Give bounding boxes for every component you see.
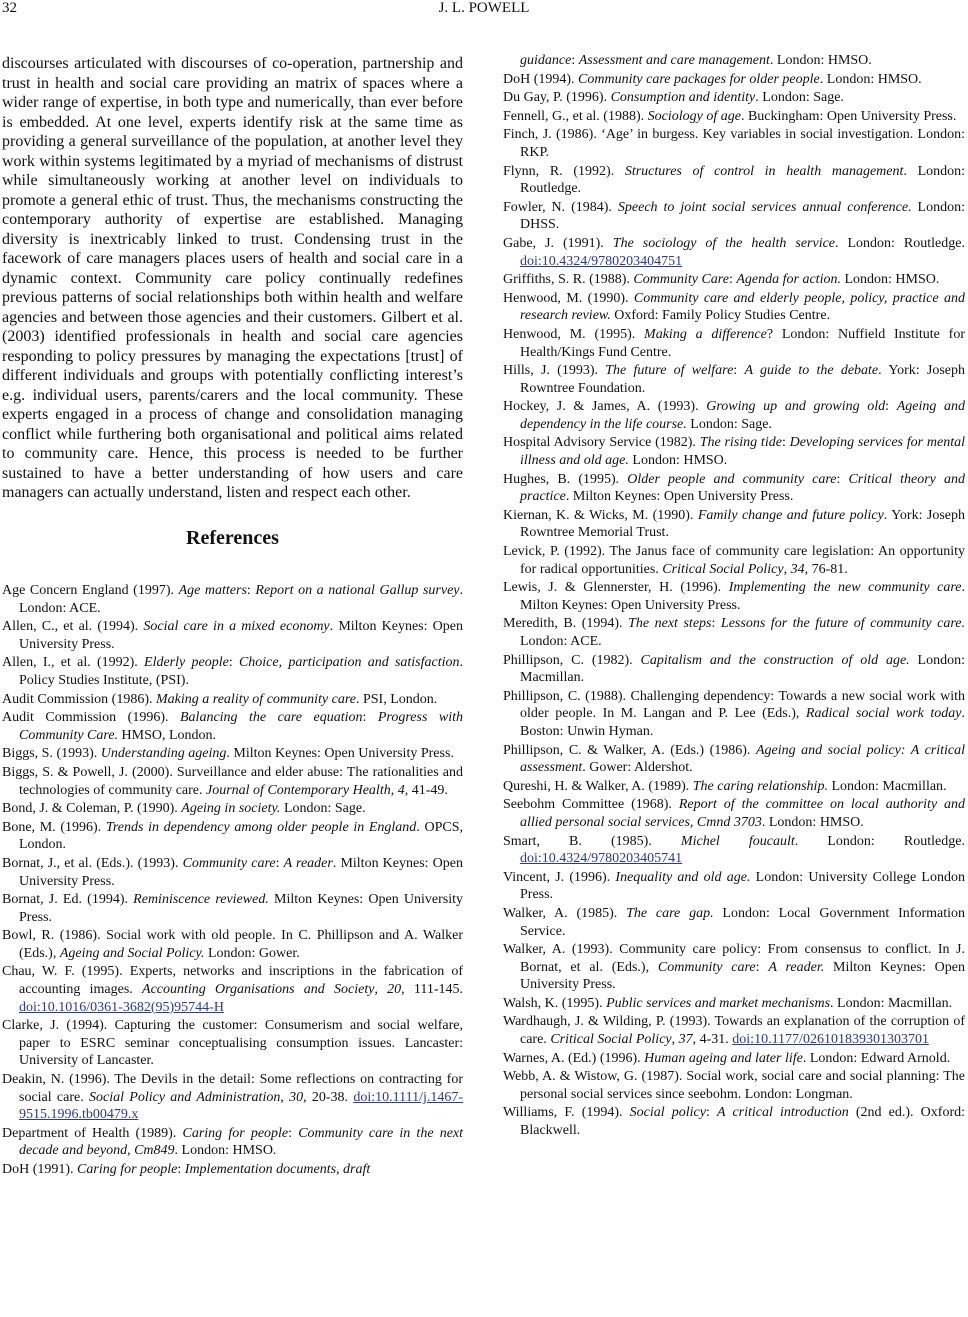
reference-text: . York: Joseph Rowntree Foundation. (520, 363, 966, 396)
reference-text: , 111-145. (401, 982, 464, 998)
reference-entry (503, 742, 965, 777)
reference-entry (503, 778, 965, 796)
reference-entry (503, 1104, 965, 1139)
reference-entry (503, 543, 965, 578)
reference-text: Finch, J. (1986). ‘Age’ in burgess. Key variables in social investigation. London: RKP. (503, 127, 965, 160)
reference-text: Smart, B. (1985). (503, 833, 681, 849)
doi-link[interactable]: doi:10.1016/0361-3682(95)95744-H (19, 999, 224, 1015)
reference-entry (503, 507, 965, 542)
reference-text: . Gower: Aldershot. (582, 760, 693, 776)
reference-text: : (246, 583, 256, 598)
reference-text: , 4-31. (692, 1032, 733, 1048)
reference-text: Bornat, J., et al. (Eds.). (1993). (2, 855, 183, 871)
reference-entry (503, 362, 965, 397)
reference-text: . PSI, London. (355, 691, 438, 707)
reference-text: : (706, 1105, 718, 1121)
reference-text: Gabe, J. (1991). (503, 235, 613, 251)
reference-entry (2, 891, 463, 926)
reference-title: Implementing the new community care (728, 580, 962, 596)
reference-text: . Milton Keynes: Open University Press. (19, 855, 463, 889)
reference-text: Flynn, R. (1992). (503, 163, 625, 179)
reference-title: Sociology of age (647, 108, 741, 124)
reference-title: Social policy (629, 1105, 706, 1121)
reference-text: . Policy Studies Institute, (PSI). (19, 655, 464, 688)
reference-text: Milton Keynes: Open University Press. (19, 892, 463, 925)
reference-title: guidance (520, 53, 572, 68)
reference-title: 30 (289, 1089, 304, 1105)
reference-text: London: Sage. (686, 416, 772, 432)
reference-title: Understanding ageing (100, 746, 227, 762)
reference-entry (2, 855, 463, 890)
reference-text: . London: Routledge. (520, 163, 966, 197)
reference-text: Walker, A. (1985). (503, 905, 627, 921)
reference-text: Age Concern England (1997). (2, 583, 179, 598)
reference-text: Chau, W. F. (1995). Experts, networks and inscriptions in the fabrication of accounting images. (2, 964, 463, 998)
reference-text: London: DHSS. (520, 199, 965, 233)
reference-title: Choice, participation and satisfaction (238, 655, 460, 671)
reference-title: Making a difference (644, 326, 767, 342)
reference-entry (2, 963, 463, 1016)
reference-text: Bond, J. & Coleman, P. (1990). (2, 801, 182, 817)
reference-text: DoH (1994). (503, 71, 579, 87)
reference-entry (2, 927, 463, 962)
reference-text: , (390, 782, 398, 798)
reference-entry (503, 652, 965, 687)
reference-title: Community care (657, 959, 756, 975)
reference-text: : (755, 959, 769, 975)
reference-title: Ageing in society. (181, 801, 281, 817)
reference-title: Ageing and dependency in the life course. (520, 399, 966, 432)
reference-title: Community care packages for older people (578, 71, 820, 87)
reference-title: Caring for people (182, 1125, 289, 1141)
page-number: 32 (2, 0, 17, 16)
running-head: J. L. POWELL (438, 0, 530, 16)
reference-title: Accounting Organisations and Society (142, 982, 375, 998)
reference-text: London: HMSO. (628, 453, 728, 469)
reference-entry (503, 163, 965, 198)
reference-text: London: Macmillan. (520, 652, 965, 686)
reference-text: London: ACE. (520, 634, 602, 649)
reference-title: Cm849 (134, 1143, 175, 1159)
reference-title: Elderly people (144, 655, 229, 671)
reference-entry (503, 398, 965, 433)
doi-link[interactable]: doi:10.1177/026101839301303701 (732, 1032, 929, 1048)
reference-entry (503, 126, 965, 161)
reference-title: Lessons for the future of community care. (720, 616, 966, 632)
reference-text: Clarke, J. (1994). Capturing the customer: Consumerism and social welfare, paper to ESRC seminar conceptualising consumption issues. Lancaster: University of Lancaster. (2, 1018, 463, 1069)
reference-text: : (836, 471, 849, 487)
reference-text: . London: Sage. (755, 90, 844, 106)
reference-entry (2, 618, 463, 653)
reference-text: , (671, 1032, 679, 1048)
reference-title: Making a reality of community care (156, 691, 356, 707)
reference-entry (503, 796, 965, 831)
reference-text: . London: HMSO. (769, 53, 872, 68)
reference-text: . York: Joseph Rowntree Memorial Trust. (520, 507, 965, 541)
reference-text: . London: Routledge. (794, 833, 965, 849)
reference-entry (503, 108, 965, 126)
reference-entry (503, 615, 965, 650)
reference-entry (2, 1161, 463, 1179)
reference-title: Report on a national Gallup survey (255, 583, 460, 598)
reference-text: Henwood, M. (1995). (503, 326, 645, 342)
reference-entry (2, 654, 463, 689)
reference-title: Assessment and care management (578, 53, 770, 68)
reference-text: Levick, P. (1992). The Janus face of community care legislation: An opportunity for radical opportunities. (503, 544, 965, 577)
reference-text: . London: ACE. (19, 583, 464, 616)
reference-entry (503, 579, 965, 614)
reference-text: . London: Edward Arnold. (802, 1050, 951, 1066)
reference-text: London: Local Government Information Service. (520, 905, 965, 939)
reference-title: Community Care (633, 272, 729, 288)
reference-text: Milton Keynes: Open University Press. (520, 959, 965, 993)
reference-continuation (503, 52, 965, 70)
reference-text: , (280, 1089, 290, 1105)
reference-text: . Boston: Unwin Hyman. (520, 706, 965, 739)
reference-text: DoH (1991). (2, 1162, 78, 1177)
reference-text: Bone, M. (1996). (2, 819, 106, 835)
reference-text: : (275, 855, 284, 871)
reference-title: Growing up and growing old (706, 399, 886, 415)
reference-title: The care gap. (626, 905, 714, 921)
reference-text: Allen, C., et al. (1994). (2, 619, 144, 635)
reference-title: The next steps (628, 616, 712, 632)
reference-title: Community care (182, 855, 276, 871)
reference-text: Deakin, N. (1996). The Devils in the detail: Some reflections on contracting for social care. (2, 1072, 463, 1105)
reference-text: Warnes, A. (Ed.) (1996). (503, 1050, 645, 1066)
reference-entry (503, 833, 965, 868)
reference-entry (503, 688, 965, 741)
reference-text: . London: HMSO. (819, 71, 922, 87)
reference-title: Consumption and identity (610, 90, 756, 106)
reference-entry (503, 905, 965, 940)
reference-entry (2, 691, 463, 709)
reference-text: London: HMSO. (840, 272, 940, 288)
reference-title: Ageing and Social Policy. (59, 945, 205, 961)
reference-text: London: University College London Press. (520, 869, 965, 903)
reference-text: Walker, A. (1993). Community care policy: From consensus to conflict. In J. Bornat, et al. (Eds.), (503, 942, 965, 975)
reference-entry (503, 271, 965, 289)
reference-text: Kiernan, K. & Wicks, M. (1990). (503, 507, 698, 523)
reference-text: Bornat, J. Ed. (1994). (2, 892, 134, 908)
reference-title: Trends in dependency among older people in England (105, 819, 417, 835)
left-column (2, 54, 463, 1180)
body-paragraph: discourses articulated with discourses of co-operation, partnership and trust in health and social care providing an matrix of spaces where a wider range of expertise, in both type and numerically, than ever before is embedded. At one level, experts identify risk at the same time as providing a general surveillance of the population, at another level they work within systems legitimated by a myriad of mechanisms of distrust while simultaneously working at another level on individuals to promote a general ethic of trust. Thus, the mechanisms constructing the contemporary authority of expertise are established. Managing diversity is inextricably linked to trust. Condensing trust in the facework of care managers places users of health and social care in a dynamic context. Community care policy continually redefines previous patterns of social relationships both within health and welfare agencies and between those agencies and their customers. Gilbert et al. (2003) identified professionals in health and social care agencies responding to policy pressures by managing the expectations [trust] of different individuals and groups with potentially conflicting interest’s e.g. individual users, parents/carers and the local community. These experts engaged in a process of change and consolidation managing conflict while furthering both organisational and political aims related to community care. Hence, this process is needed to be further sustained to have a better understanding of how users and care managers can actually understand, listen and respect each other. (2, 55, 463, 501)
reference-title: Older people and community care (627, 471, 837, 487)
reference-title: Community care and elderly people, policy, practice and research review. (520, 290, 965, 324)
reference-text: Fennell, G., et al. (1988). (503, 108, 648, 124)
reference-text: Hills, J. (1993). (503, 363, 606, 379)
reference-text: . Milton Keynes: Open University Press. (565, 489, 794, 505)
reference-title: Implementation documents, draft (184, 1162, 371, 1177)
reference-title: Inequality and old age. (615, 869, 751, 885)
reference-entry (2, 745, 463, 763)
reference-entry (503, 1068, 965, 1103)
reference-text: London: Sage. (280, 801, 366, 817)
reference-entry (503, 471, 965, 506)
reference-title: Human ageing and later life (644, 1050, 803, 1066)
reference-text: Audit Commission (1986). (2, 691, 157, 707)
reference-title: Caring for people (77, 1162, 178, 1177)
reference-text: Phillipson, C. (1982). (503, 652, 641, 668)
reference-text: (2nd ed.). Oxford: Blackwell. (520, 1105, 965, 1139)
reference-text: Vincent, J. (1996). (503, 869, 616, 885)
reference-text: Hospital Advisory Service (1982). (503, 435, 700, 451)
reference-entry (2, 819, 463, 854)
reference-title: A reader (283, 855, 333, 871)
reference-title: 20 (387, 982, 402, 998)
reference-text: Biggs, S. (1993). (2, 746, 101, 762)
reference-title: Critical Social Policy (550, 1032, 672, 1048)
reference-text: . London: HMSO. (174, 1143, 277, 1159)
reference-entry (503, 1013, 965, 1048)
reference-text: Henwood, M. (1990). (503, 290, 634, 306)
reference-text: Williams, F. (1994). (503, 1105, 630, 1121)
reference-entry (503, 434, 965, 469)
reference-text: Seebohm Committee (1968). (503, 797, 679, 813)
reference-list-right (503, 52, 965, 1140)
reference-entry (503, 89, 965, 107)
reference-text: Biggs, S. & Powell, J. (2000). Surveillance and elder abuse: The rationalities and technologies of community care. (2, 764, 463, 798)
reference-entry (503, 199, 965, 234)
reference-text: Phillipson, C. (1988). Challenging dependency: Towards a new social work with older people. In M. Langan and P. Lee (Eds.), (503, 688, 965, 722)
reference-title: Public services and market mechanisms (606, 995, 831, 1011)
doi-link[interactable]: doi:10.4324/9780203404751 (520, 253, 683, 269)
reference-text: Hughes, B. (1995). (503, 471, 628, 487)
reference-text: HMSO, London. (118, 727, 217, 743)
reference-text: : (288, 1125, 299, 1141)
reference-text: , 76-81. (804, 561, 848, 577)
reference-entry (503, 1050, 965, 1068)
reference-title: The rising tide (699, 435, 782, 451)
reference-title: 37 (678, 1032, 693, 1048)
reference-text: , (127, 1143, 135, 1159)
reference-text: : (885, 399, 897, 415)
reference-title: Community care in the next decade and beyond (19, 1125, 464, 1159)
right-column (503, 52, 965, 1141)
doi-link[interactable]: doi:10.1111/j.1467-9515.1996.tb00479.x (19, 1089, 464, 1123)
reference-text: : (728, 272, 737, 288)
reference-title: Age matters (178, 583, 247, 598)
reference-text: : (177, 1162, 185, 1177)
reference-entry (2, 709, 463, 744)
reference-text: Audit Commission (1996). (2, 710, 180, 726)
reference-title: 34 (790, 561, 805, 577)
reference-text: Griffiths, S. R. (1988). (503, 272, 634, 288)
reference-title: Structures of control in health management (624, 163, 904, 179)
reference-title: Social care in a mixed economy (143, 619, 330, 635)
reference-text: . London: HMSO. (761, 814, 864, 830)
reference-list-left (2, 582, 463, 1179)
reference-text: Fowler, N. (1984). (503, 199, 618, 215)
reference-text: London: Macmillan. (827, 778, 947, 794)
reference-text: Qureshi, H. & Walker, A. (1989). (503, 778, 693, 794)
reference-title: 4 (397, 782, 405, 798)
reference-title: Progress with Community Care. (19, 710, 464, 743)
reference-title: Ageing and social policy: A critical assessment (520, 742, 966, 776)
reference-entry (2, 1071, 463, 1124)
reference-entry (2, 582, 463, 617)
doi-link[interactable]: doi:10.4324/9780203405741 (520, 851, 683, 867)
reference-text: , (783, 561, 791, 577)
reference-title: Radical social work today (805, 706, 962, 722)
reference-entry (503, 869, 965, 904)
reference-text: Bowl, R. (1986). Social work with old people. In C. Phillipson and A. Walker (Eds.), (2, 928, 463, 961)
reference-title: Balancing the care equation (180, 710, 363, 726)
reference-text: ? London: Nuffield Institute for Health/Kings Fund Centre. (520, 326, 965, 360)
reference-text: Wardhaugh, J. & Wilding, P. (1993). Towards an explanation of the corruption of care. (503, 1014, 965, 1048)
reference-title: Agenda for action. (736, 272, 841, 288)
reference-text: Department of Health (1989). (2, 1125, 183, 1141)
reference-text: Allen, I., et al. (1992). (2, 655, 145, 671)
reference-title: Capitalism and the construction of old age. (640, 652, 910, 668)
reference-title: Report of the committee on local authority and allied personal social services, Cmnd 3703 (520, 797, 965, 830)
reference-title: Family change and future policy (697, 507, 884, 523)
reference-text: . OPCS, London. (19, 819, 463, 853)
reference-text: Hockey, J. & James, A. (1993). (503, 399, 707, 415)
reference-entry (503, 326, 965, 361)
reference-text: . Milton Keynes: Open University Press. (520, 580, 966, 613)
reference-text: : (362, 710, 378, 726)
reference-title: A reader. (768, 959, 825, 975)
reference-text: Webb, A. & Wistow, G. (1987). Social work, social care and social planning: The personal social services since seebohm. London: Longman. (503, 1069, 965, 1102)
reference-text: . Milton Keynes: Open University Press. (19, 619, 463, 652)
reference-title: Social Policy and Administration (89, 1089, 281, 1105)
reference-text: Lewis, J. & Glennerster, H. (1996). (503, 580, 729, 596)
reference-title: A critical introduction (717, 1105, 849, 1121)
reference-title: The sociology of the health service (612, 235, 836, 251)
reference-entry (503, 71, 965, 89)
reference-title: Critical Social Policy (662, 561, 784, 577)
reference-text: : (733, 363, 745, 379)
reference-title: The future of welfare (605, 363, 734, 379)
reference-entry (503, 290, 965, 325)
reference-entry (2, 800, 463, 818)
reference-text: Walsh, K. (1995). (503, 995, 607, 1011)
reference-title: The caring relationship. (692, 778, 828, 794)
reference-text: , 41-49. (404, 782, 448, 798)
reference-title: Reminiscence reviewed. (133, 892, 269, 908)
reference-text: : (228, 655, 239, 671)
reference-text: . Milton Keynes: Open University Press. (226, 746, 454, 762)
reference-text: Phillipson, C. & Walker, A. (Eds.) (1986). (503, 742, 756, 758)
reference-text: : (781, 435, 790, 451)
reference-text: : (571, 53, 579, 68)
reference-entry (2, 1125, 463, 1160)
reference-text: Du Gay, P. (1996). (503, 90, 611, 106)
reference-entry (2, 1017, 463, 1070)
reference-text: Meredith, B. (1994). (503, 616, 629, 632)
reference-entry (2, 764, 463, 799)
reference-text: , (374, 982, 388, 998)
reference-text: . London: Macmillan. (830, 995, 953, 1011)
reference-entry (503, 995, 965, 1013)
reference-title: Speech to joint social services annual conference. (617, 199, 912, 215)
reference-title: Developing services for mental illness and old age. (520, 435, 966, 469)
reference-entry (503, 235, 965, 270)
reference-text: . Buckingham: Open University Press. (740, 108, 957, 124)
reference-text: , 20-38. (303, 1089, 354, 1105)
reference-title: Journal of Contemporary Health (206, 782, 391, 798)
reference-title: Critical theory and practice (520, 471, 966, 505)
reference-text: London: Gower. (204, 945, 300, 961)
reference-title: A guide to the debate (744, 363, 879, 379)
reference-title: Michel foucault (680, 833, 795, 849)
reference-entry (503, 941, 965, 994)
reference-text: . London: Routledge. (835, 235, 965, 251)
references-heading: References (186, 526, 279, 549)
reference-text: Oxford: Family Policy Studies Centre. (610, 308, 831, 324)
reference-text: : (711, 616, 721, 632)
